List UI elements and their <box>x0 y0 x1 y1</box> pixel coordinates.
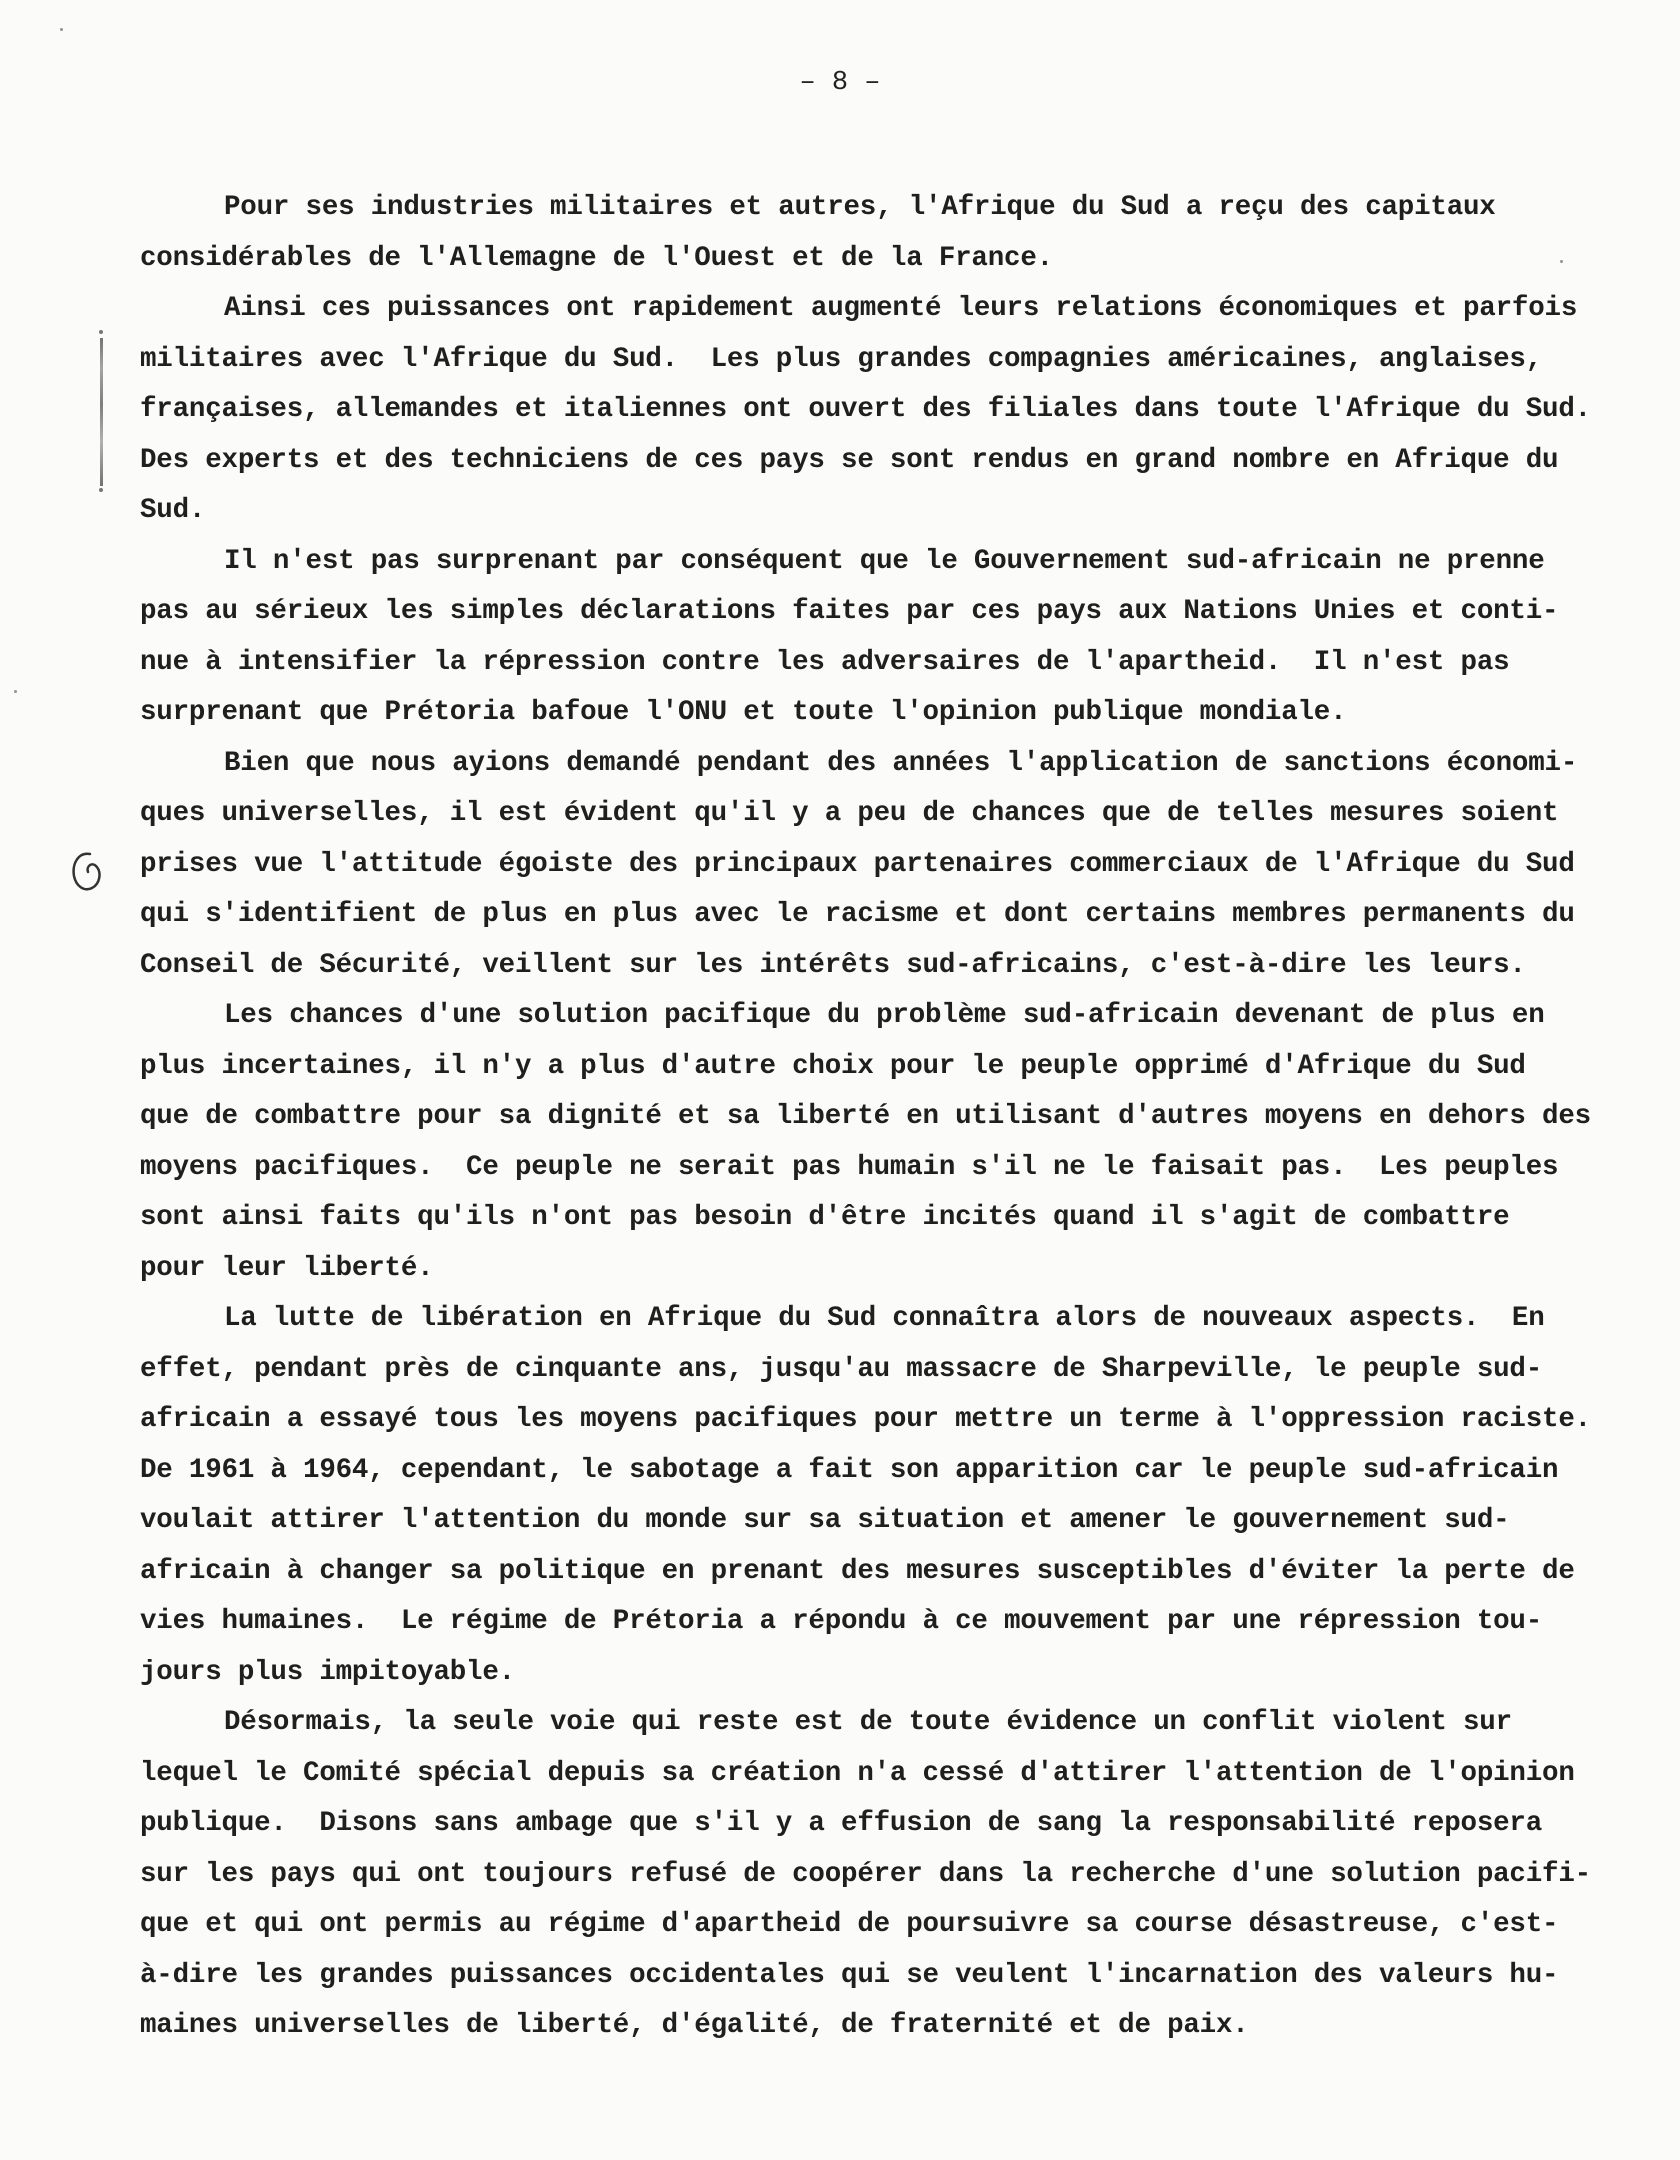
paragraph-line: africain a essayé tous les moyens pacifiques pour mettre un terme à l'oppression raciste. <box>140 1404 1591 1435</box>
paragraph-first-line: La lutte de libération en Afrique du Sud connaîtra alors de nouveaux aspects. En <box>224 1303 1545 1334</box>
paragraph-line: plus incertaines, il n'y a plus d'autre choix pour le peuple opprimé d'Afrique du Sud <box>140 1050 1526 1082</box>
handwritten-circle-mark-icon <box>68 848 106 896</box>
paragraph-line: sont ainsi faits qu'ils n'ont pas besoin d'être incités quand il s'agit de combattre <box>140 1202 1510 1233</box>
paragraph-line: voulait attirer l'attention du monde sur sa situation et amener le gouvernement sud- <box>140 1505 1510 1536</box>
paragraph-first-line: Bien que nous ayions demandé pendant des années l'application de sanctions économi- <box>224 747 1578 779</box>
paragraph-first-line: Ainsi ces puissances ont rapidement augmenté leurs relations économiques et parfois <box>224 293 1578 324</box>
paragraph-line: surprenant que Prétoria bafoue l'ONU et toute l'opinion publique mondiale. <box>140 697 1347 728</box>
paragraph-line: considérables de l'Allemagne de l'Ouest et de la France. <box>140 242 1053 274</box>
paragraph-line: prises vue l'attitude égoiste des principaux partenaires commerciaux de l'Afrique du Sud <box>140 848 1575 880</box>
paragraph-line: publique. Disons sans ambage que s'il y a effusion de sang la responsabilité reposera <box>140 1808 1543 1839</box>
paragraph-first-line: Il n'est pas surprenant par conséquent que le Gouvernement sud-africain ne prenne <box>224 545 1545 577</box>
paragraph-line: ques universelles, il est évident qu'il y a peu de chances que de telles mesures soient <box>140 798 1559 829</box>
paragraph-line: africain à changer sa politique en prenant des mesures susceptibles d'éviter la perte de <box>140 1555 1575 1587</box>
paragraph-line: nue à intensifier la répression contre les adversaires de l'apartheid. Il n'est pas <box>140 646 1510 678</box>
paragraph-line: pour leur liberté. <box>140 1252 434 1284</box>
paragraph-line: jours plus impitoyable. <box>140 1656 515 1688</box>
margin-tick <box>99 330 103 334</box>
margin-sideline-mark <box>100 338 103 486</box>
paragraph-line: De 1961 à 1964, cependant, le sabotage a fait son apparition car le peuple sud-africain <box>140 1454 1559 1486</box>
paragraph-first-line: Désormais, la seule voie qui reste est de toute évidence un conflit violent sur <box>224 1707 1512 1738</box>
page-number: – 8 – <box>799 68 881 98</box>
paragraph-line: vies humaines. Le régime de Prétoria a répondu à ce mouvement par une répression tou- <box>140 1606 1543 1637</box>
paragraph-line: lequel le Comité spécial depuis sa création n'a cessé d'attirer l'attention de l'opinion <box>140 1757 1575 1789</box>
paragraph-line: que de combattre pour sa dignité et sa liberté en utilisant d'autres moyens en dehors des <box>140 1101 1591 1132</box>
paragraph-line: Des experts et des techniciens de ces pays se sont rendus en grand nombre en Afrique du <box>140 444 1559 476</box>
paragraph-line: maines universelles de liberté, d'égalité, de fraternité et de paix. <box>140 2010 1249 2041</box>
paragraph-first-line: Pour ses industries militaires et autres, l'Afrique du Sud a reçu des capitaux <box>224 192 1496 223</box>
paragraph-line: Conseil de Sécurité, veillent sur les intérêts sud-africains, c'est-à-dire les leurs. <box>140 949 1526 981</box>
paragraph-line: qui s'identifient de plus en plus avec le racisme et dont certains membres permanents du <box>140 899 1575 930</box>
paragraph-line: militaires avec l'Afrique du Sud. Les plus grandes compagnies américaines, anglaises, <box>140 343 1543 375</box>
paragraph-line: Sud. <box>140 495 206 526</box>
paragraph-line: moyens pacifiques. Ce peuple ne serait pas humain s'il ne le faisait pas. Les peuples <box>140 1151 1559 1183</box>
margin-tick <box>99 488 103 492</box>
document-body <box>140 183 1610 2052</box>
paragraph-line: effet, pendant près de cinquante ans, jusqu'au massacre de Sharpeville, le peuple sud- <box>140 1353 1543 1385</box>
paragraph-line: pas au sérieux les simples déclarations faites par ces pays aux Nations Unies et conti- <box>140 596 1559 627</box>
paragraph-line: françaises, allemandes et italiennes ont ouvert des filiales dans toute l'Afrique du Sud. <box>140 394 1591 425</box>
paragraph-first-line: Les chances d'une solution pacifique du problème sud-africain devenant de plus en <box>224 1000 1545 1031</box>
scan-speck <box>14 690 17 693</box>
paragraph-line: sur les pays qui ont toujours refusé de coopérer dans la recherche d'une solution pacifi- <box>140 1858 1591 1890</box>
scan-speck <box>60 28 63 31</box>
paragraph-line: à-dire les grandes puissances occidentales qui se veulent l'incarnation des valeurs hu- <box>140 1959 1559 1991</box>
paragraph-line: que et qui ont permis au régime d'apartheid de poursuivre sa course désastreuse, c'est- <box>140 1909 1559 1940</box>
